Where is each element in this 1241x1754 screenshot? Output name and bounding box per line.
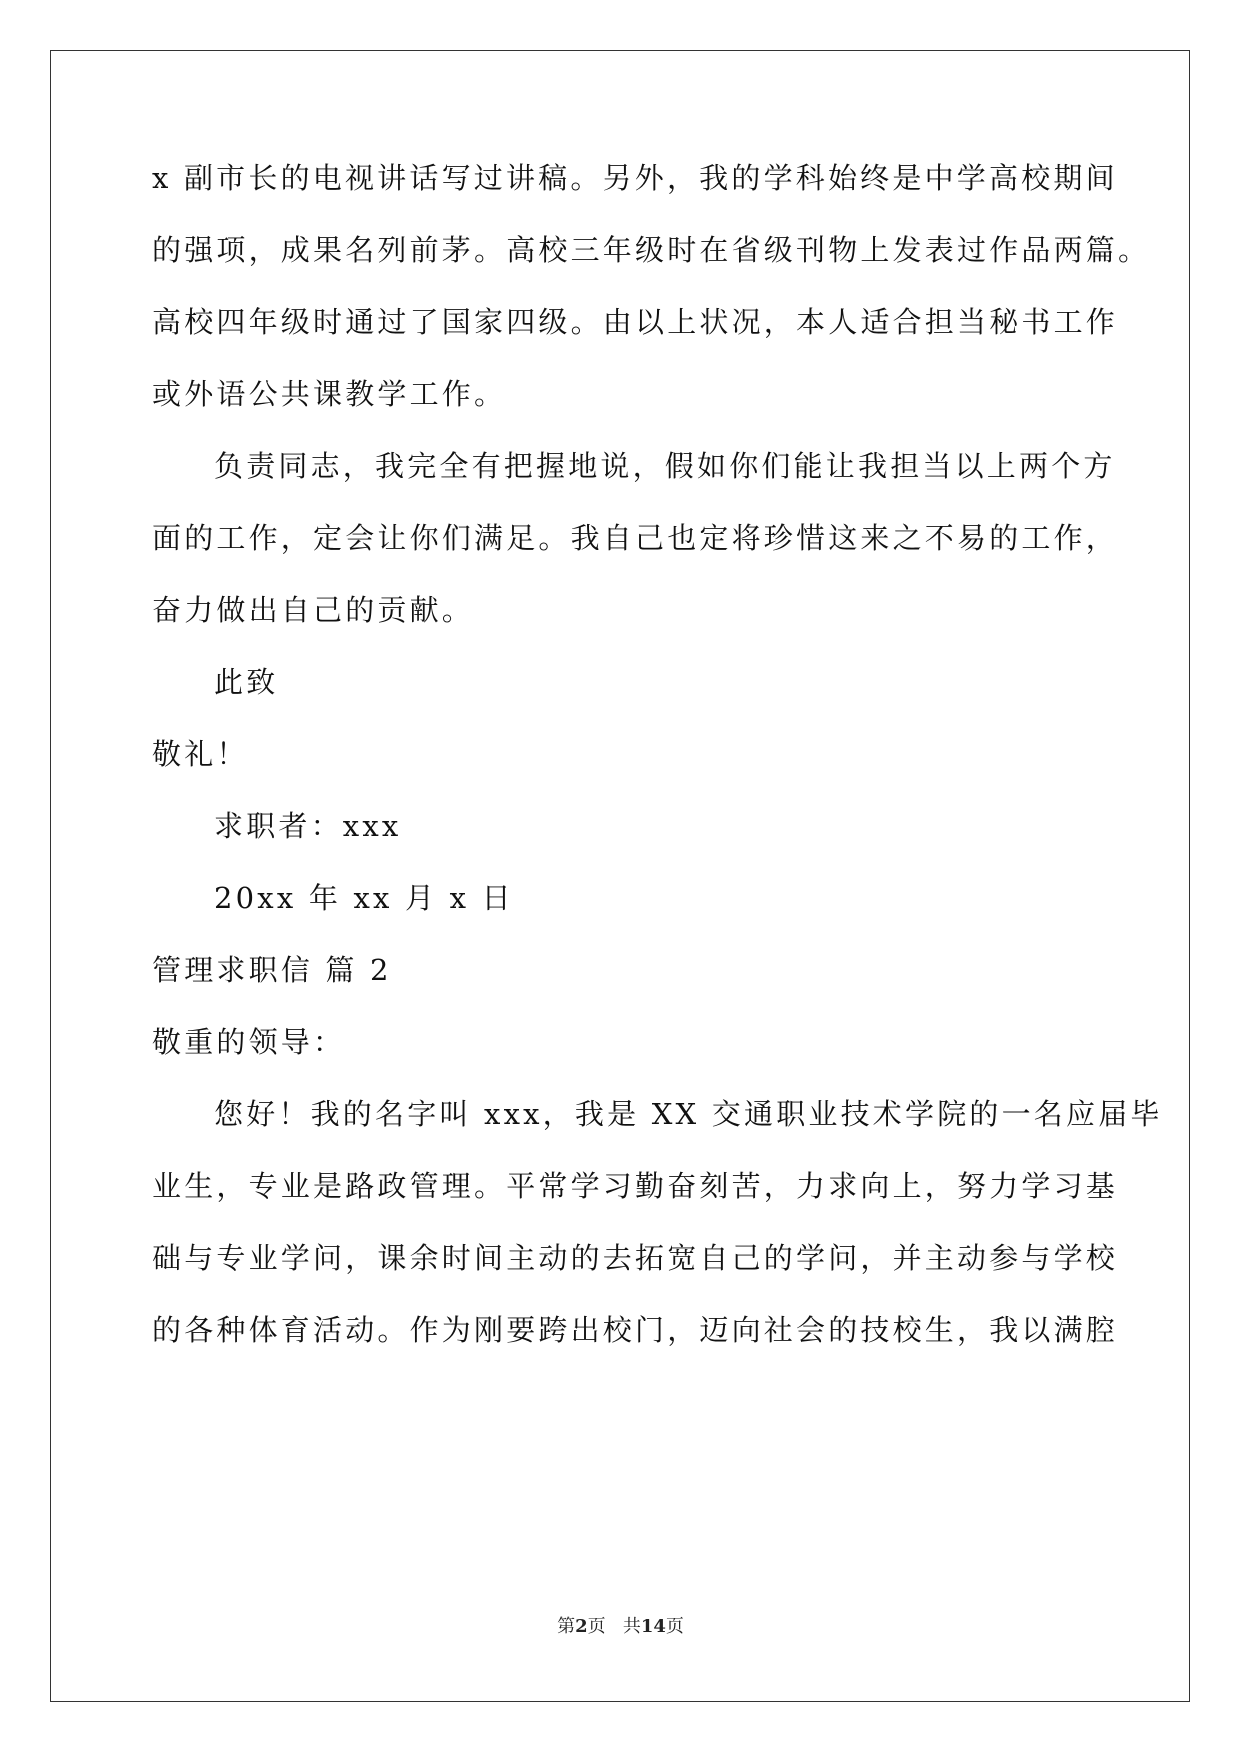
body-line: 负责同志，我完全有把握地说，假如你们能让我担当以上两个方: [214, 449, 1116, 483]
page-footer: [0, 1612, 1241, 1638]
body-line: 的强项，成果名列前茅。高校三年级时在省级刊物上发表过作品两篇。: [152, 233, 1151, 267]
body-line: 面的工作，定会让你们满足。我自己也定将珍惜这来之不易的工作，: [152, 521, 1119, 555]
total-pages: 14: [640, 1616, 666, 1637]
body-line: x 副市长的电视讲话写过讲稿。另外，我的学科始终是中学高校期间: [152, 161, 1118, 195]
total-prefix: 共: [622, 1616, 641, 1637]
body-line: 业生，专业是路政管理。平常学习勤奋刻苦，力求向上，努力学习基: [152, 1169, 1119, 1203]
closing-regards: 敬礼！: [152, 737, 249, 771]
page-border: [50, 50, 1190, 1702]
body-line: 您好！我的名字叫 xxx，我是 XX 交通职业技术学院的一名应届毕: [214, 1097, 1163, 1131]
body-line: 奋力做出自己的贡献。: [152, 593, 475, 627]
body-line: 或外语公共课教学工作。: [152, 377, 507, 411]
closing-salutation: 此致: [214, 665, 279, 699]
body-line: 础与专业学问，课余时间主动的去拓宽自己的学问，并主动参与学校: [152, 1241, 1119, 1275]
body-line: 的各种体育活动。作为刚要跨出校门，迈向社会的技校生，我以满腔: [152, 1313, 1119, 1347]
signature-date: 20xx 年 xx 月 x 日: [214, 881, 514, 915]
page-number: 2: [575, 1616, 588, 1637]
greeting: 敬重的领导：: [152, 1025, 346, 1059]
page-suffix: 页: [587, 1616, 606, 1637]
total-suffix: 页: [665, 1616, 684, 1637]
page-prefix: 第: [557, 1616, 576, 1637]
signature-applicant: 求职者：xxx: [214, 809, 402, 843]
body-line: 高校四年级时通过了国家四级。由以上状况，本人适合担当秘书工作: [152, 305, 1119, 339]
section-heading: 管理求职信 篇 2: [152, 953, 392, 987]
